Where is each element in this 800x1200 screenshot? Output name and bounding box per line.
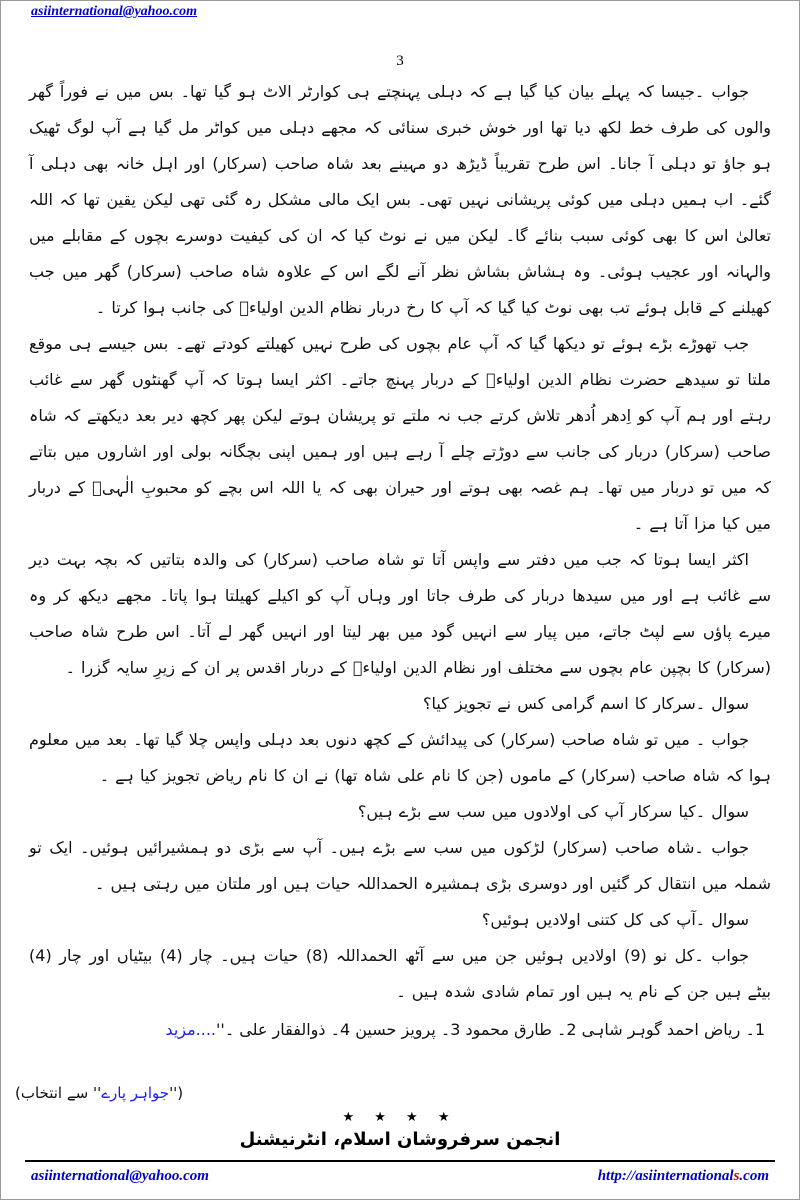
page-number: 3 [396,53,404,69]
question-line-3: سوال ۔آپ کی کل کتنی اولادیں ہوئیں؟ [481,910,749,929]
children-names-line [29,1010,771,1050]
footer-website-link[interactable] [598,1168,769,1185]
star-ornaments-icon: ★ ★ ★ ★ [342,1110,458,1125]
website-url-red-s[interactable]: s [733,1168,740,1184]
organization-name: انجمن سرفروشان اسلام، انٹرنیشنل [239,1129,561,1150]
narrative-paragraph-1: جب تھوڑے بڑے ہوئے تو دیکھا گیا کہ آپ عام بچوں کی طرح نہیں کھیلتے کودتے تھے۔ بس جیسے ہی موقع ملتا تو سیدھے حضرت نظام الدین اولیاءؒ کے دربار پہنچ جاتے۔ اکثر ایسا ہوتا کہ آپ گھنٹوں گھر سے غائب رہتے اور ہم آپ کو اِدھر اُدھر تلاش کرتے جب نہ ملتے تو پریشان ہوتے لیکن پھر کچھ دیر بعد دیکھتے کہ شاہ صاحب (سرکار) دربار کی جانب سے دوڑتے چلے آ رہے ہیں اور ہمیں اپنی بچگانہ بولی اور اشاروں میں بتاتے کہ میں تو دربار میں تھا۔ ہم غصہ بھی ہوتے اور حیران بھی کہ یا اللہ اس بچے کو محبوبِ الٰہیؒ کے دربار میں کیا مزا آتا ہے ۔ [29,334,771,533]
answer-paragraph-3: جواب ۔شاہ صاحب (سرکار) لڑکوں میں سب سے بڑے ہیں۔ آپ سے بڑی دو ہمشیرائیں ہوئیں۔ ایک تو شملہ میں انتقال کر گئیں اور دوسری بڑی ہمشیرہ الحمداللہ حیات ہیں اور ملتان میں رہتی ہیں ۔ [29,838,771,893]
question-line-2: سوال ۔کیا سرکار آپ کی اولادوں میں سب سے بڑے ہیں؟ [357,802,749,821]
footer-email-link[interactable]: asiinternational@yahoo.com [31,1168,209,1184]
answer-paragraph-1: جواب ۔جیسا کہ پہلے بیان کیا گیا ہے کہ دہلی پہنچتے ہی کوارٹر الاٹ ہو گیا تھا۔ بس میں نے فوراً گھر والوں کی طرف خط لکھ دیا تھا اور خوش خبری سنائی کہ مجھے دہلی میں کواٹر مل گیا ہے آپ لوگ ٹھیک ہو جاؤ تو دہلی آ جانا۔ اس طرح تقریباً ڈیڑھ دو مہینے بعد شاہ صاحب (سرکار) اور اہل خانہ بھی دہلی آ گئے۔ اب ہمیں دہلی میں کوئی پریشانی نہیں تھی۔ بس ایک مالی مشکل رہ گئی تھی لیکن یقین تھا کہ اللہ تعالیٰ اس کا بھی کوئی سبب بنائے گا۔ لیکن میں نے نوٹ کیا کہ ان کی کیفیت دوسرے بچوں کے مقابلے میں والہانہ اور عجیب ہوئی۔ وہ ہشاش بشاش نظر آنے لگے اس کے علاوہ شاہ صاحب (سرکار) گھر میں جب کھیلنے کے قابل ہوئے تب بھی نوٹ کیا گیا کہ آپ کا رخ دربار نظام الدین اولیاءؒ کی جانب ہوا کرتا ۔ [29,82,771,317]
attribution-suffix: '' سے انتخاب) [15,1084,102,1102]
page-footer [1,1162,799,1199]
answer-paragraph-2: جواب ۔ میں تو شاہ صاحب (سرکار) کی پیدائش کے کچھ دنوں بعد دہلی واپس چلا گیا تھا۔ بعد میں معلوم ہوا کہ شاہ صاحب (سرکار) کے ماموں (جن کا نام علی شاہ تھا) نے ان کا نام ریاض تجویز کیا ہے ۔ [29,730,771,785]
children-names-text: 1۔ ریاض احمد گوہر شاہی 2۔ طارق محمود 3۔ پرویز حسین 4۔ ذوالفقار علی ۔'' [216,1020,765,1039]
page-header [1,1,799,39]
more-link[interactable]: ....مزید [165,1020,217,1039]
question-line-1: سوال ۔سرکار کا اسم گرامی کس نے تجویز کیا؟ [422,694,749,713]
attribution-source-title: جواہر پارے [101,1084,170,1102]
answer-paragraph-4: جواب ۔کل نو (9) اولادیں ہوئیں جن میں سے آٹھ الحمداللہ (8) حیات ہیں۔ چار (4) بیٹیاں اور چار (4) بیٹے ہیں جن کے نام یہ ہیں اور تمام شادی شدہ ہیں ۔ [29,946,771,1001]
attribution-prefix: ('' [169,1084,184,1102]
narrative-paragraph-2: اکثر ایسا ہوتا کہ جب میں دفتر سے واپس آتا تو شاہ صاحب (سرکار) کی والدہ بتاتیں کہ بچہ بہت دیر سے غائب ہے اور میں سیدھا دربار کی طرف جاتا اور وہاں آپ کو اکیلے کھیلتا ہوا پاتا۔ مجھے دیکھ کر وہ میرے پاؤں سے لپٹ جاتے، میں پیار سے انہیں گود میں بھر لیتا اور انہیں گھر لے آتا۔ اس طرح شاہ صاحب (سرکار) کا بچپن عام بچوں سے مختلف اور نظام الدین اولیاءؒ کے دربار اقدس پر ان کے زیرِ سایہ گزرا ۔ [29,550,771,677]
website-url-prefix[interactable]: http://asiinternational [597,1168,734,1184]
document-body [1,70,799,1072]
header-email-link[interactable]: asiinternational@yahoo.com [31,4,198,19]
website-url-suffix[interactable]: .com [739,1168,769,1184]
source-attribution [1,1072,799,1106]
